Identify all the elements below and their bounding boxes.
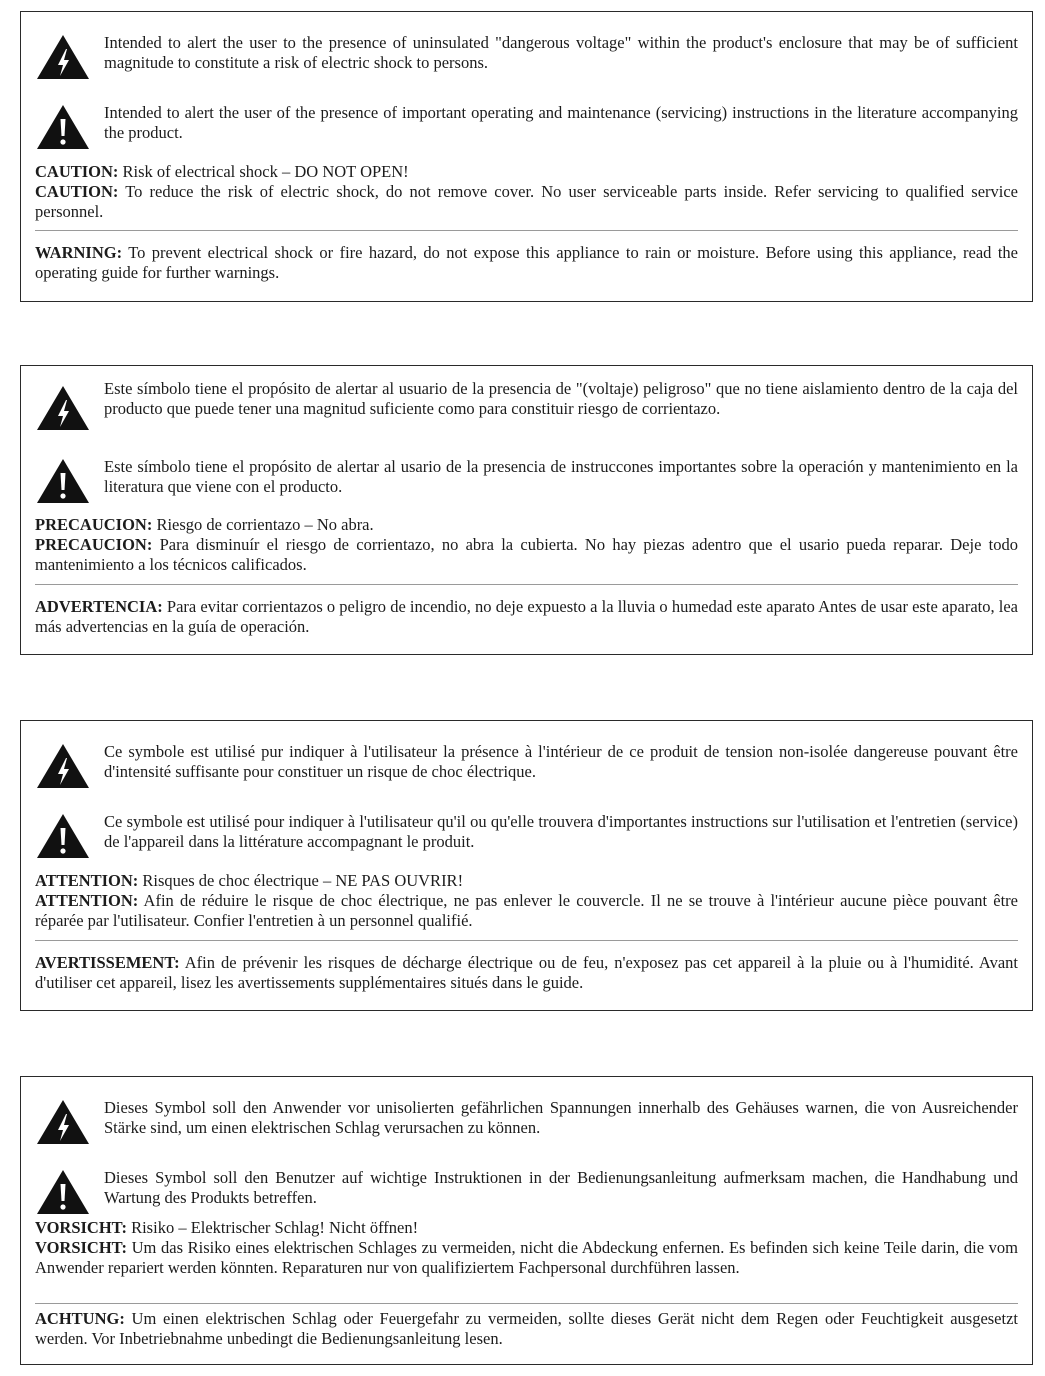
warning-block [35,243,1018,283]
caution-text: Para disminuír el riesgo de corrientazo, no abra la cubierta. No hay piezas adentro que el usario pueda reparar. Deje todo mantenimiento a los técnicos calificados. [35,535,1018,574]
caution-text: Um das Risiko eines elektrischen Schlages zu vermeiden, nicht die Abdeckung enfernen. Es befinden sich keine Teile darin, die vom Anwender repariert werden könnten. Reparaturen nur von qualifiziertem Fachpersonal durchführen lassen. [35,1238,1018,1277]
warning-text: Afin de prévenir les risques de décharge électrique ou de feu, n'exposez pas cet appareil à la pluie ou à l'humidité. Avant d'utiliser cet appareil, lisez les avertissements supplémentaires situés dans le guide. [35,953,1018,992]
exclamation-warning-icon [35,457,91,505]
lightning-warning-icon [35,384,91,432]
lightning-notice-text: Este símbolo tiene el propósito de alertar al usuario de la presencia de "(voltaje) peligroso" que no tiene aislamiento dentro de la caja del producto que puede tener una magnitud suficiente como para constituir riesgo de corrientazo. [104,379,1018,418]
lightning-warning-icon [35,33,91,81]
lightning-notice [35,742,1018,782]
caution-line-1 [35,871,1018,891]
caution-text: Risk of electrical shock – DO NOT OPEN! [118,162,409,181]
safety-box-spanish [20,365,1033,655]
caution-block [35,1218,1018,1278]
exclamation-notice-text: Este símbolo tiene el propósito de alertar al usario de la presencia de instruccones importantes sobre la operación y mantenimiento en la literatura que viene con el producto. [104,457,1018,496]
warning-label: ADVERTENCIA: [35,597,163,616]
lightning-notice [35,33,1018,73]
safety-box-french [20,720,1033,1011]
warning-block [35,1309,1018,1349]
warning-block [35,953,1018,993]
exclamation-warning-icon [35,812,91,860]
safety-box-english [20,11,1033,302]
lightning-notice-text: Intended to alert the user to the presence of uninsulated "dangerous voltage" within the product's enclosure that may be of sufficient magnitude to constitute a risk of electric shock to persons. [104,33,1018,72]
lightning-warning-icon [35,1098,91,1146]
warning-block [35,597,1018,637]
caution-line-2 [35,182,1018,222]
warning-label: WARNING: [35,243,123,262]
lightning-warning-icon [35,742,91,790]
warning-text: To prevent electrical shock or fire hazard, do not expose this appliance to rain or moisture. Before using this appliance, read the operating guide for further warnings. [35,243,1018,282]
lightning-notice-text: Ce symbole est utilisé pur indiquer à l'utilisateur la présence à l'intérieur de ce produit de tension non-isolée dangereuse pouvant être d'intensité suffisante pour constituer un risque de choc électrique. [104,742,1018,781]
caution-line-2 [35,1238,1018,1278]
caution-line-1 [35,162,1018,182]
caution-line-1 [35,1218,1018,1238]
safety-box-german [20,1076,1033,1365]
caution-block [35,515,1018,575]
caution-label: ATTENTION: [35,891,139,910]
caution-label: PRECAUCION: [35,515,153,534]
exclamation-notice-text: Intended to alert the user of the presence of important operating and maintenance (servicing) instructions in the literature accompanying the product. [104,103,1018,142]
lightning-notice [35,1098,1018,1138]
caution-line-2 [35,535,1018,575]
exclamation-notice [35,103,1018,143]
warning-label: AVERTISSEMENT: [35,953,180,972]
caution-label: VORSICHT: [35,1238,127,1257]
caution-block [35,162,1018,222]
caution-label: CAUTION: [35,182,119,201]
separator [35,940,1018,941]
warning-line [35,243,1018,283]
separator [35,584,1018,585]
warning-line [35,953,1018,993]
caution-line-2 [35,891,1018,931]
exclamation-notice [35,457,1018,497]
exclamation-notice-text: Dieses Symbol soll den Benutzer auf wichtige Instruktionen in der Bedienungsanleitung aufmerksam machen, die Handhabung und Wartung des Produkts betreffen. [104,1168,1018,1207]
caution-line-1 [35,515,1018,535]
separator [35,230,1018,231]
caution-label: PRECAUCION: [35,535,153,554]
exclamation-notice [35,812,1018,852]
separator [35,1303,1018,1304]
caution-block [35,871,1018,931]
warning-line [35,1309,1018,1349]
exclamation-notice [35,1168,1018,1208]
warning-text: Um einen elektrischen Schlag oder Feuergefahr zu vermeiden, sollte dieses Gerät nicht dem Regen oder Feuchtigkeit ausgesetzt werden. Vor Inbetriebnahme unbedingt die Bedienungsanleitung lesen. [35,1309,1018,1348]
caution-text: Afin de réduire le risque de choc électrique, ne pas enlever le couvercle. Il ne se trouve à l'intérieur aucune pièce pouvant être réparée par l'utilisateur. Confier l'entretien à un personnel qualifié. [35,891,1018,930]
exclamation-notice-text: Ce symbole est utilisé pour indiquer à l'utilisateur qu'il ou qu'elle trouvera d'importantes instructions sur l'utilisation et l'entretien (service) de l'appareil dans la littérature accompagnant le produit. [104,812,1018,851]
warning-label: ACHTUNG: [35,1309,125,1328]
lightning-notice [35,379,1018,419]
warning-line [35,597,1018,637]
caution-label: ATTENTION: [35,871,139,890]
caution-text: Riesgo de corrientazo – No abra. [152,515,374,534]
caution-label: VORSICHT: [35,1218,127,1237]
caution-text: To reduce the risk of electric shock, do not remove cover. No user serviceable parts inside. Refer servicing to qualified service personnel. [35,182,1018,221]
caution-text: Risques de choc électrique – NE PAS OUVRIR! [138,871,464,890]
warning-text: Para evitar corrientazos o peligro de incendio, no deje expuesto a la lluvia o humedad este aparato Antes de usar este aparato, lea más advertencias en la guía de operación. [35,597,1018,636]
exclamation-warning-icon [35,103,91,151]
lightning-notice-text: Dieses Symbol soll den Anwender vor unisolierten gefährlichen Spannungen innerhalb des Gehäuses warnen, die von Ausreichender Stärke sind, um einen elektrischen Schlag verursachen zu können. [104,1098,1018,1137]
caution-label: CAUTION: [35,162,119,181]
exclamation-warning-icon [35,1168,91,1216]
caution-text: Risiko – Elektrischer Schlag! Nicht öffnen! [126,1218,419,1237]
